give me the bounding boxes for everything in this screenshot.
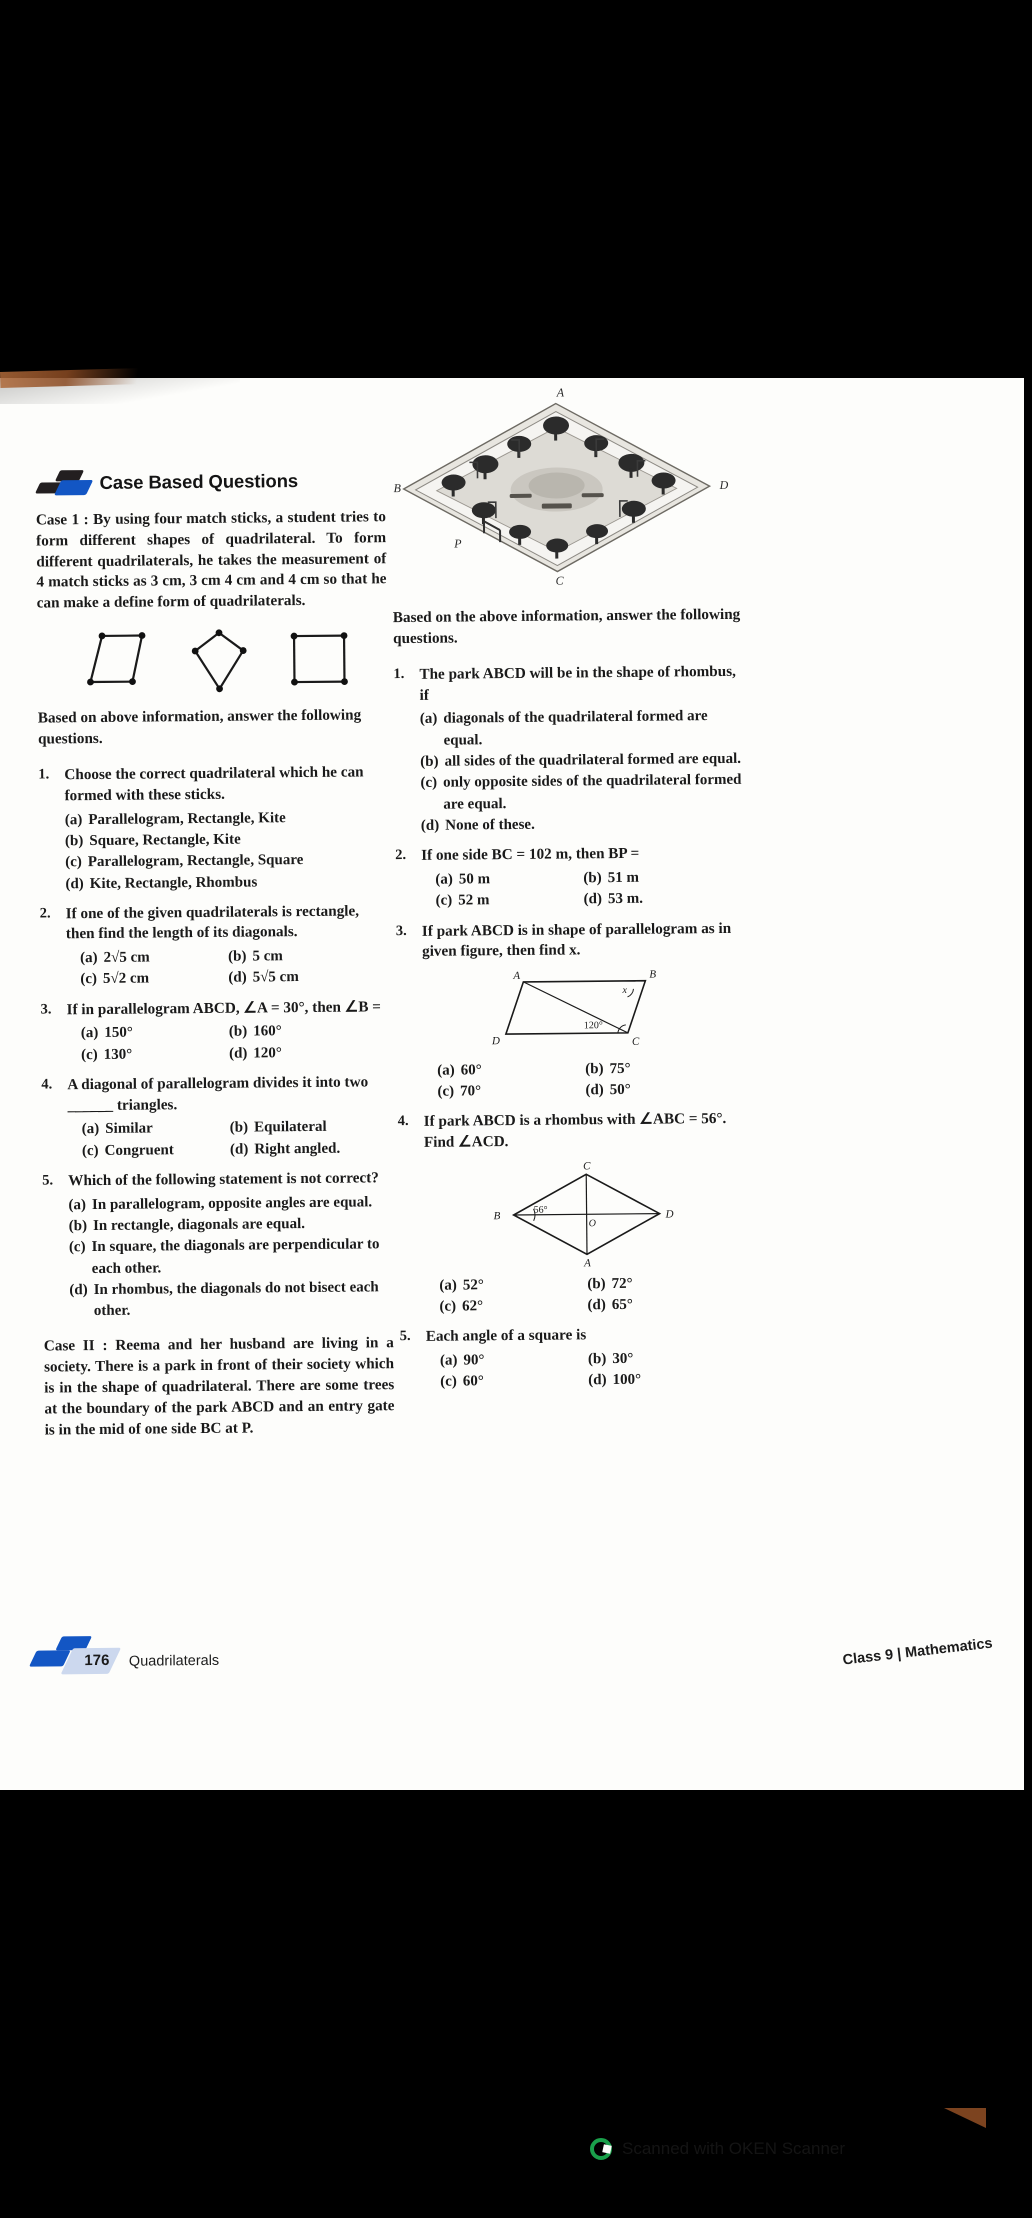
scanner-watermark	[0, 2130, 1024, 2168]
svg-text:120°: 120°	[583, 1019, 603, 1032]
question-item	[393, 662, 745, 837]
question-number: 5.	[399, 1328, 411, 1345]
option-d[interactable]: (d) In rhombus, the diagonals do not bisect each other.	[69, 1279, 379, 1320]
option-d[interactable]: (d) 53 m.	[583, 890, 644, 908]
option-a[interactable]: (a) 2√5 cm	[80, 949, 150, 967]
option-a[interactable]: (a) 50 m	[435, 871, 491, 888]
svg-text:C: C	[631, 1035, 640, 1048]
question-number: 2.	[395, 847, 407, 864]
page-footer	[6, 1605, 1031, 1735]
option-b[interactable]: (b) Square, Rectangle, Kite	[64, 831, 241, 850]
case2-label: Case II :	[43, 1337, 108, 1355]
park-label-a: A	[556, 385, 565, 400]
svg-text:D: D	[665, 1208, 674, 1221]
park-illustration	[391, 380, 743, 598]
question-number: 1.	[38, 766, 50, 783]
park-label-d: D	[719, 477, 729, 492]
page-number: 176	[84, 1651, 110, 1670]
section-header	[35, 467, 385, 496]
option-group	[421, 867, 745, 913]
option-b[interactable]: (b) all sides of the quadrilateral formed are equal.	[420, 750, 742, 770]
option-c[interactable]: (c) 130°	[80, 1046, 133, 1063]
option-b[interactable]: (b) In rectangle, diagonals are equal.	[68, 1215, 306, 1235]
question-text: Choose the correct quadrilateral which he can formed with these sticks.	[64, 763, 364, 805]
svg-text:D: D	[491, 1034, 500, 1048]
option-d[interactable]: (d) 50°	[585, 1082, 631, 1099]
option-b[interactable]: (b) Equilateral	[229, 1119, 327, 1137]
option-a[interactable]: (a) In parallelogram, opposite angles are equal.	[68, 1193, 373, 1213]
option-c[interactable]: (c) only opposite sides of the quadrilateral formed are equal.	[420, 772, 742, 813]
svg-text:x: x	[622, 984, 627, 996]
svg-text:A: A	[584, 1257, 591, 1270]
case1-shape-figures	[37, 627, 388, 696]
option-d[interactable]: (d) 100°	[588, 1372, 642, 1389]
square-shape-icon	[284, 628, 355, 695]
option-group	[423, 1058, 747, 1104]
page-title: Case Based Questions	[99, 470, 299, 493]
option-c[interactable]: (c) 62°	[439, 1298, 484, 1315]
question-text: The park ABCD will be in the shape of rhombus, if	[419, 662, 736, 704]
option-group	[65, 807, 390, 895]
svg-text:B: B	[493, 1209, 501, 1222]
option-c[interactable]: (c) 60°	[440, 1373, 484, 1391]
option-c[interactable]: (c) Congruent	[81, 1141, 174, 1159]
case2-text: Reema and her husband are living in a society. There is a park in front of their society which is in the shape of quadrilateral. There are some trees at the boundary of the park ABCD and an entry gate is in the mid of one side BC at P.	[43, 1334, 395, 1439]
option-b[interactable]: (b) 72°	[587, 1275, 633, 1293]
option-group	[68, 1117, 392, 1163]
option-a[interactable]: (a) Similar	[81, 1120, 153, 1138]
option-a[interactable]: (a) 60°	[437, 1062, 482, 1079]
option-group	[66, 945, 390, 991]
page-number-badge	[29, 1634, 270, 1696]
option-a[interactable]: (a) 90°	[439, 1352, 485, 1369]
option-d[interactable]: (d) 65°	[587, 1296, 633, 1314]
option-b[interactable]: (b) 51 m	[583, 869, 640, 887]
question-item	[396, 918, 748, 1103]
class-subject-label: Class 9 | Mathematics	[842, 1635, 994, 1669]
option-group	[67, 1021, 391, 1067]
right-column	[391, 376, 751, 1403]
question-item	[395, 843, 746, 913]
left-column	[35, 379, 395, 1441]
option-c[interactable]: (c) 52 m	[435, 892, 490, 909]
case2-paragraph	[44, 1334, 395, 1441]
left-intro-text: Based on above information, answer the following questions.	[37, 706, 362, 748]
question-number: 2.	[39, 905, 51, 922]
question-number: 3.	[395, 922, 407, 939]
option-c[interactable]: (c) In square, the diagonals are perpendicular to each other.	[68, 1236, 380, 1277]
question-number: 5.	[42, 1172, 54, 1189]
svg-text:O: O	[588, 1218, 596, 1230]
option-b[interactable]: (b) 75°	[585, 1060, 631, 1078]
case1-label: Case 1 :	[35, 511, 89, 529]
question-item	[40, 901, 391, 991]
scanned-page-sheet	[0, 378, 1024, 2158]
question-text: If one side BC = 102 m, then BP =	[421, 845, 640, 865]
right-intro-text: Based on the above information, answer the following questions.	[392, 605, 741, 648]
question-number: 1.	[393, 666, 405, 683]
kite-shape-icon	[188, 629, 251, 696]
park-label-p: P	[454, 536, 462, 551]
option-d[interactable]: (d) None of these.	[420, 816, 535, 834]
question-item	[41, 1072, 392, 1162]
park-label-b: B	[393, 481, 402, 496]
case1-text: By using four match sticks, a student tries to form different shapes of quadrilateral. To form different quadrilaterals, he takes the measurement of 4 match sticks as 3 cm, 3 cm 4 cm and 4 cm so that he can make a define form of quadrilaterals.	[36, 508, 387, 612]
question-item	[400, 1324, 751, 1394]
parallelogram-decor-icon	[35, 470, 91, 497]
right-question-list	[393, 662, 750, 1394]
page-content	[0, 373, 1032, 1795]
option-group	[68, 1192, 393, 1323]
question-item	[38, 762, 389, 895]
question-text: Each angle of a square is	[425, 1326, 587, 1346]
question-text: If in parallelogram ABCD, ∠A = 30°, then ∠B =	[66, 997, 381, 1019]
park-label-c: C	[555, 573, 564, 588]
left-question-list	[38, 762, 393, 1322]
parallelogram-shape-icon	[80, 630, 155, 697]
svg-text:56°: 56°	[533, 1204, 548, 1216]
option-c[interactable]: (c) Parallelogram, Rectangle, Square	[65, 852, 304, 871]
page-corner-fold-icon	[944, 2108, 986, 2128]
question-item	[398, 1109, 750, 1318]
svg-text:C: C	[583, 1160, 591, 1173]
oken-scanner-logo-icon	[590, 2138, 612, 2160]
scanner-watermark-text: Scanned with OKEN Scanner	[622, 2139, 846, 2158]
svg-text:B: B	[649, 968, 657, 981]
case1-paragraph	[36, 507, 387, 614]
question-item	[41, 997, 392, 1067]
question-number: 4.	[397, 1113, 409, 1130]
option-group	[426, 1348, 750, 1394]
parallelogram-figure	[422, 966, 747, 1055]
option-a[interactable]: (a) 150°	[80, 1025, 133, 1042]
option-d[interactable]: (d) Right angled.	[229, 1140, 341, 1158]
option-group	[425, 1273, 749, 1319]
option-group	[420, 706, 745, 837]
option-b[interactable]: (b) 5 cm	[228, 948, 283, 965]
question-text: If park ABCD is a rhombus with ∠ABC = 56°. Find ∠ACD.	[423, 1110, 727, 1151]
svg-text:A: A	[513, 969, 521, 982]
question-text: A diagonal of parallelogram divides it into two ______ triangles.	[67, 1073, 369, 1114]
option-a[interactable]: (a) Parallelogram, Rectangle, Kite	[64, 809, 286, 828]
chapter-name: Quadrilaterals	[128, 1652, 220, 1670]
option-b[interactable]: (b) 30°	[587, 1350, 634, 1368]
option-b[interactable]: (b) 160°	[228, 1023, 282, 1041]
option-c[interactable]: (c) 5√2 cm	[80, 970, 150, 988]
option-d[interactable]: (d) 120°	[228, 1044, 282, 1062]
question-text: Which of the following statement is not correct?	[68, 1169, 379, 1190]
option-d[interactable]: (d) 5√5 cm	[228, 969, 299, 987]
question-number: 3.	[40, 1001, 52, 1018]
question-item	[42, 1168, 393, 1323]
option-d[interactable]: (d) Kite, Rectangle, Rhombus	[65, 873, 258, 892]
question-number: 4.	[41, 1076, 53, 1093]
option-a[interactable]: (a) diagonals of the quadrilateral formed are equal.	[419, 708, 708, 749]
option-c[interactable]: (c) 70°	[437, 1083, 482, 1100]
question-text: If park ABCD is in shape of parallelogram as in given figure, then find x.	[421, 919, 732, 961]
question-text: If one of the given quadrilaterals is rectangle, then find the length of its diagonals.	[65, 902, 360, 943]
option-a[interactable]: (a) 52°	[439, 1277, 484, 1294]
rhombus-figure	[424, 1157, 749, 1270]
